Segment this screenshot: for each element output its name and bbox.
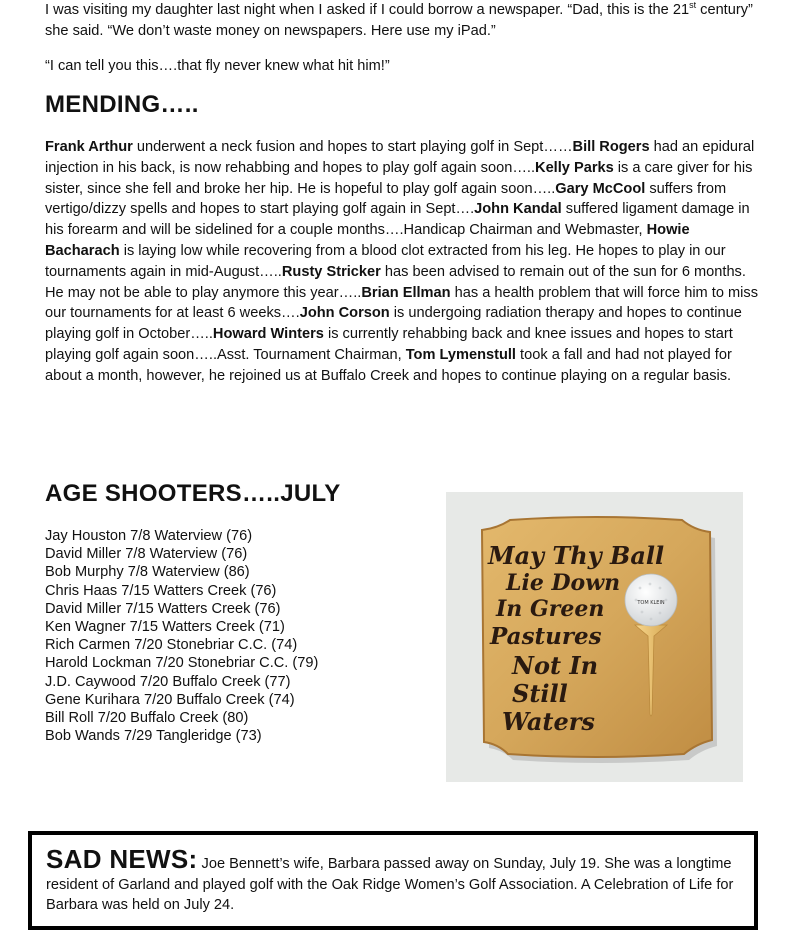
member-name: John Corson (299, 305, 390, 322)
member-update: underwent a neck fusion and hopes to start playing golf in Sept…… (132, 139, 573, 155)
member-update: has a health problem that will force him to miss our tournaments for at least 6 weeks…. (45, 284, 758, 322)
sad-news-text: Joe Bennett’s wife, Barbara passed away on Sunday, July 19. She was a longtime resident of Garland and played golf with the Oak Ridge Women’s Golf Association. A Celebration of Life for Barbara was held on July 24. (46, 856, 734, 913)
age-shooter-entry: David Miller 7/8 Waterview (76) (45, 546, 248, 563)
member-update: took a fall and had not played for about a month, however, he rejoined us at Buffalo Creek and hopes to continue playing on a regular basis. (45, 346, 732, 384)
joke-superscript: st (689, 0, 697, 11)
member-update: is a care giver for his sister, since she fell and broke her hip. He is hopeful to play golf again soon….. (45, 159, 753, 197)
golf-ball-print: TOM KLEIN (637, 600, 665, 606)
member-update: is laying low while recovering from a blood clot extracted from his leg. He hopes to play in our tournaments again in mid-August….. (45, 242, 726, 280)
age-shooter-entry: Rich Carmen 7/20 Stonebriar C.C. (74) (45, 637, 298, 654)
plaque-line: In Green (496, 596, 605, 622)
plaque-line: Still (512, 679, 568, 708)
member-update: had an epidural injection in his back, is now rehabbing and hopes to play golf again soon….. (45, 139, 755, 176)
member-name: Brian Ellman (361, 284, 451, 301)
plaque-line: Lie Down (506, 570, 621, 596)
age-shooter-entry: Chris Haas 7/15 Watters Creek (76) (45, 582, 277, 599)
sad-news-box (28, 831, 758, 930)
mending-heading: MENDING….. (45, 91, 199, 118)
age-shooter-entry: Bill Roll 7/20 Buffalo Creek (80) (45, 710, 249, 727)
sad-news-title: SAD NEWS: (46, 844, 198, 874)
joke-line1-end: century” she said. “We don’t waste money on newspapers. Here use my iPad.” (45, 2, 753, 39)
age-shooter-entry: Gene Kurihara 7/20 Buffalo Creek (74) (45, 691, 295, 708)
joke-line1-start: I was visiting my daughter last night when I asked if I could borrow a newspaper. “Dad, this is the 21 (45, 2, 690, 18)
member-update: suffers from vertigo/dizzy spells and hopes to start playing golf again in Sept…. (45, 180, 727, 218)
member-name: Rusty Stricker (281, 263, 381, 280)
age-shooter-entry: Bob Wands 7/29 Tangleridge (73) (45, 728, 262, 745)
golf-plaque-image (446, 492, 743, 782)
member-name: Frank Arthur (45, 139, 133, 155)
sad-news-paragraph (46, 844, 736, 916)
member-name: Tom Lymenstull (405, 346, 516, 363)
member-name: Bill Rogers (572, 139, 650, 155)
plaque-line: Waters (502, 707, 595, 736)
age-shooters-list (45, 527, 318, 745)
age-shooter-entry: Jay Houston 7/8 Waterview (76) (45, 528, 253, 544)
member-name: Gary McCool (555, 180, 646, 197)
member-update: is currently rehabbing back and knee issues and hopes to start playing golf again soon…..Asst. Tournament Chairman, (45, 326, 733, 363)
age-shooter-entry: Ken Wagner 7/15 Watters Creek (71) (45, 619, 285, 636)
age-shooter-entry: Harold Lockman 7/20 Stonebriar C.C. (79) (45, 655, 319, 672)
member-update: suffered ligament damage in his forearm and will be sidelined for a couple months….Handicap Chairman and Webmaster, (45, 201, 750, 239)
member-name: Kelly Parks (535, 159, 614, 176)
member-name: Howard Winters (212, 326, 324, 343)
joke-punchline: “I can tell you this….that fly never knew what hit him!” (45, 58, 390, 74)
plaque-line: Not In (512, 651, 599, 680)
member-update: is undergoing radiation therapy and hopes to continue playing golf in October….. (45, 305, 742, 343)
member-name: John Kandal (474, 201, 562, 218)
joke-paragraph (45, 0, 765, 42)
member-name: Howie Bacharach (45, 222, 690, 259)
age-shooter-entry: David Miller 7/15 Watters Creek (76) (45, 600, 281, 617)
golf-plaque-photo (446, 492, 743, 782)
plaque-line: Pastures (490, 623, 602, 650)
mending-paragraph (45, 137, 767, 387)
age-shooter-entry: J.D. Caywood 7/20 Buffalo Creek (77) (45, 673, 291, 690)
member-update: has been advised to remain out of the sun for 6 months. He may not be able to play anymore this year….. (45, 263, 746, 301)
age-shooters-heading: AGE SHOOTERS…..JULY (45, 480, 341, 507)
plaque-line: May Thy Ball (488, 541, 665, 570)
age-shooter-entry: Bob Murphy 7/8 Waterview (86) (45, 564, 250, 581)
